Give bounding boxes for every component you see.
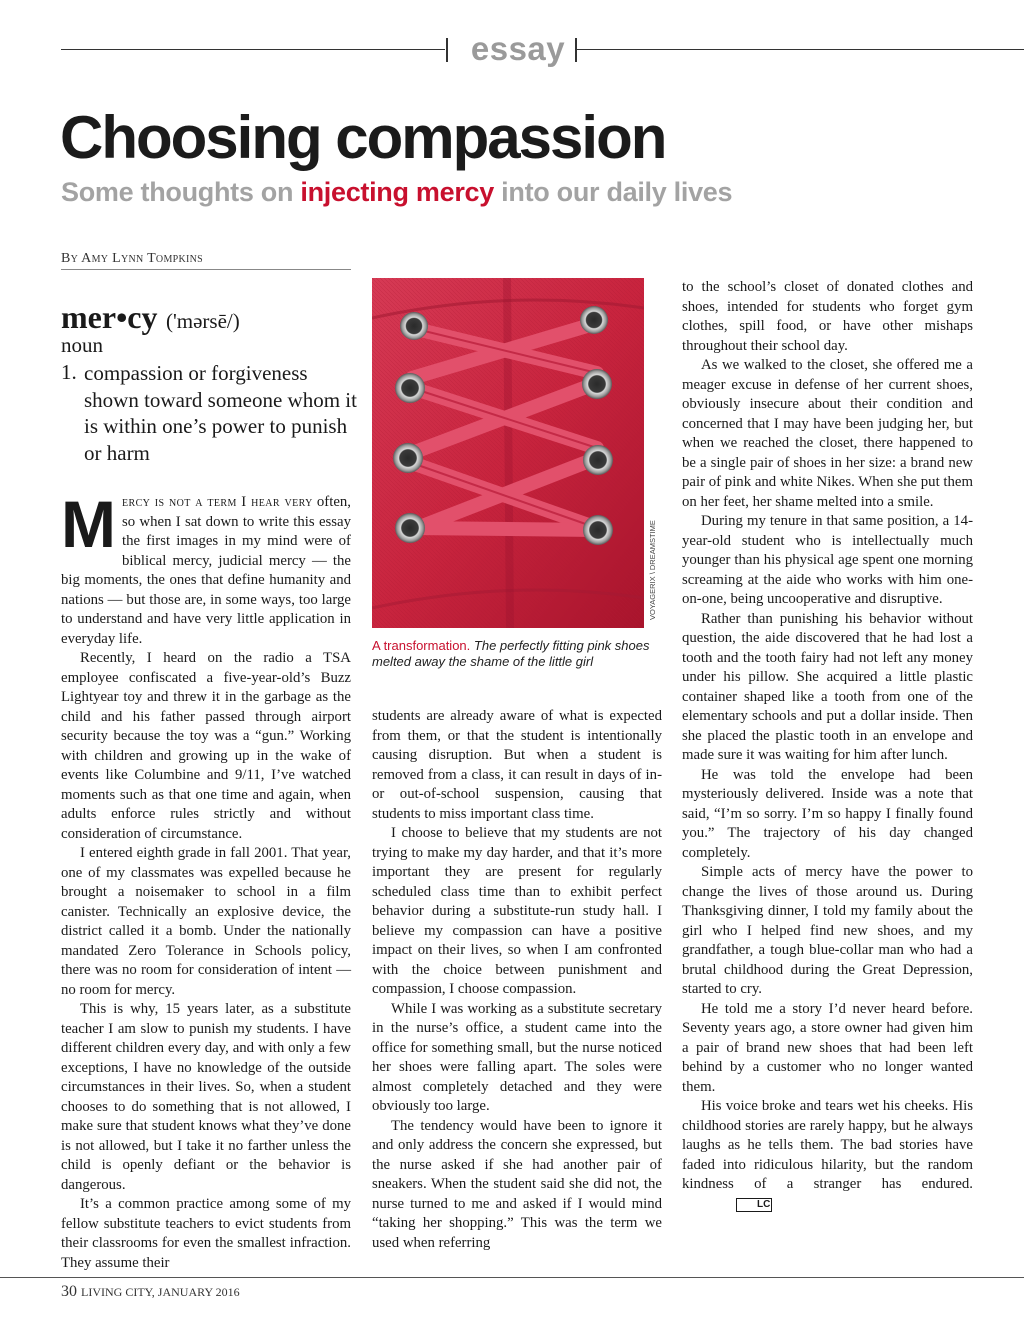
article-paragraph: He told me a story I’d never heard before. Seventy years ago, a store owner had given him a pair of brand new shoes that had been left behind by a customer who no longer wanted them.	[682, 1000, 973, 1095]
article-paragraph: The tendency would have been to ignore it and only address the concern she expressed, but the nurse asked if she had another pair of sneakers. When the student said she did not, the nurse turned to me and asked if I would mind “taking her shopping.” This was the term we used when referring	[372, 1117, 662, 1251]
article-paragraph: students are already aware of what is expected from them, or that the student is intentionally causing disruption. But when a student is removed from a class, it can result in days of in- or out-of-school suspension, causing that students to miss important class time.	[372, 708, 662, 822]
definition-pronunciation: ('mərsē/)	[166, 309, 240, 333]
article-paragraph: While I was working as a substitute secretary in the nurse’s office, a student came into the office for something small, but the nurse noticed her shoes were falling apart. The soles were almost completely detached and they were obviously too large.	[372, 1000, 662, 1114]
article-paragraph: This is why, 15 years later, as a substitute teacher I am slow to punish my students. I have different children every day, and with only a few exceptions, I have no knowledge of the outside circumstances in their lives. So, when a student chooses to do something that is not allowed, I make sure that student knows what they’ve done is not allowed, but I take it no farther unless the child is openly defiant or the behavior is dangerous.	[61, 1001, 351, 1193]
article-column-1	[61, 487, 351, 1273]
article-paragraph: It’s a common practice among some of my fellow substitute teachers to evict students from their classrooms for even the smallest infraction. They assume their	[61, 1196, 351, 1271]
paragraph-text: His voice broke and tears wet his cheeks. His childhood stories are rarely happy, but he always laughs as he tells them. The bad stories have faded into ridiculous hilarity, but the random kindness of a stranger has endured.	[682, 1098, 973, 1192]
publication-name: LIVING CITY, JANUARY 2016	[81, 1285, 240, 1299]
article-paragraph: During my tenure in that same position, a 14-year-old student who is intellectually much younger than his physical age spent one morning screaming at the aide who works with him one-on-one, being uncooperative and disruptive.	[682, 513, 973, 607]
section-kicker: essay	[470, 30, 566, 67]
byline: By Amy Lynn Tompkins	[61, 251, 204, 266]
article-paragraph: Simple acts of mercy have the power to change the lives of those around us. During Thanksgiving dinner, I told my family about the girl who I helped find new shoes, and my grandfather, a tough blue-collar man who had a brutal childhood during the Great Depression, started to cry.	[682, 864, 973, 997]
photo-credit: VOYAGERIX \ DREAMSTIME	[648, 520, 657, 620]
page-folio	[61, 1283, 240, 1301]
article-paragraph: As we walked to the closet, she offered me a meager excuse in defense of her current shoes, obviously insecure about their condition and concerned that I may have been judging her, but when we reached the closet, there happened to be a single pair of shoes in her size: a brand new pair of pink and white Nikes. When she put them on her feet, her shame melted into a smile.	[682, 357, 973, 510]
definition-text: compassion or forgiveness shown toward someone whom it is within one’s power to punish or harm	[84, 361, 357, 465]
definition-word: mer•cy	[61, 299, 158, 335]
article-paragraph: I choose to believe that my students are not trying to make my day harder, and that it’s more important they are present for regularly scheduled class time than to exhibit perfect behavior during a substitute-run study hall. I believe my compassion can have a positive impact on their lives, so when I am confronted with the choice between punishment and compassion, I choose compassion.	[372, 825, 662, 997]
page-number: 30	[61, 1283, 77, 1300]
lead-in: ercy is not a term I hear very	[121, 494, 313, 510]
article-paragraph	[61, 487, 351, 649]
kicker-rule-left	[61, 49, 445, 50]
article-column-2	[372, 707, 662, 1253]
caption-lead: A transformation.	[372, 638, 471, 653]
shoe-photo	[372, 278, 644, 628]
headline: Choosing compassion	[60, 104, 666, 171]
kicker-tick-right	[575, 38, 577, 62]
subhead	[61, 177, 732, 208]
article-paragraph: I entered eighth grade in fall 2001. That year, one of my classmates was expelled because he brought a noisemaker to school in a film canister. Technically an explosive device, the district called it a bomb. Under the nationally mandated Zero Tolerance in Schools policy, there was no room for consideration of intent — no room for mercy.	[61, 845, 351, 998]
byline-rule	[61, 269, 351, 270]
article-paragraph: to the school’s closet of donated clothes and shoes, intended for students who forget gym clothes, spill food, or have other mishaps throughout their school day.	[682, 279, 973, 354]
definition-number: 1.	[61, 360, 77, 384]
article-paragraph: Rather than punishing his behavior without question, the aide discovered that he had lost a tooth and the tooth fairy had not left any money under his pillow. She acquired a little plastic container shaped like a tooth from one of the elementary schools and put a dollar inside. Then she placed the plastic tooth in an envelope and made sure it was waiting for him after lunch.	[682, 610, 973, 763]
subhead-highlight: injecting mercy	[300, 177, 494, 207]
definition-part-of-speech: noun	[61, 333, 103, 357]
article-column-3	[682, 278, 973, 1214]
end-mark-logo: LC	[736, 1198, 772, 1212]
subhead-end: into our daily lives	[493, 177, 733, 207]
pink-sneaker-laces-image	[372, 278, 644, 628]
article-paragraph: Recently, I heard on the radio a TSA employee confiscated a five-year-old’s Buzz Lightyear toy and threw it in the garbage as the child and his father passed through airport security because the toy was a “gun.” Working with children and growing up in the wake of events like Columbine and 9/11, I’ve watched moments such as that one time and again, when adults enforce rules strictly and without consideration of circumstance.	[61, 650, 351, 842]
article-paragraph: He was told the envelope had been mysteriously delivered. Inside was a note that said, “I’m so sorry. I’m so happy I finally found you.” The trajectory of his day changed completely.	[682, 766, 973, 861]
footer-rule	[0, 1277, 1024, 1278]
drop-cap: M	[61, 487, 116, 561]
photo-caption	[372, 638, 662, 670]
article-paragraph	[682, 1097, 973, 1214]
kicker-tick-left	[446, 38, 448, 62]
subhead-start: Some thoughts on	[61, 177, 301, 207]
paragraph-text: often, so when I sat down to write this essay the first images in my mind were of biblical mercy, judicial mercy — the big moments, the ones that define humanity and nations — but those are, in some ways, too large to understand and have very little application in everyday life.	[61, 494, 351, 647]
kicker-rule-right	[577, 49, 1024, 50]
caption-text: The perfectly fitting pink shoes melted away the shame of the little girl	[372, 638, 650, 669]
